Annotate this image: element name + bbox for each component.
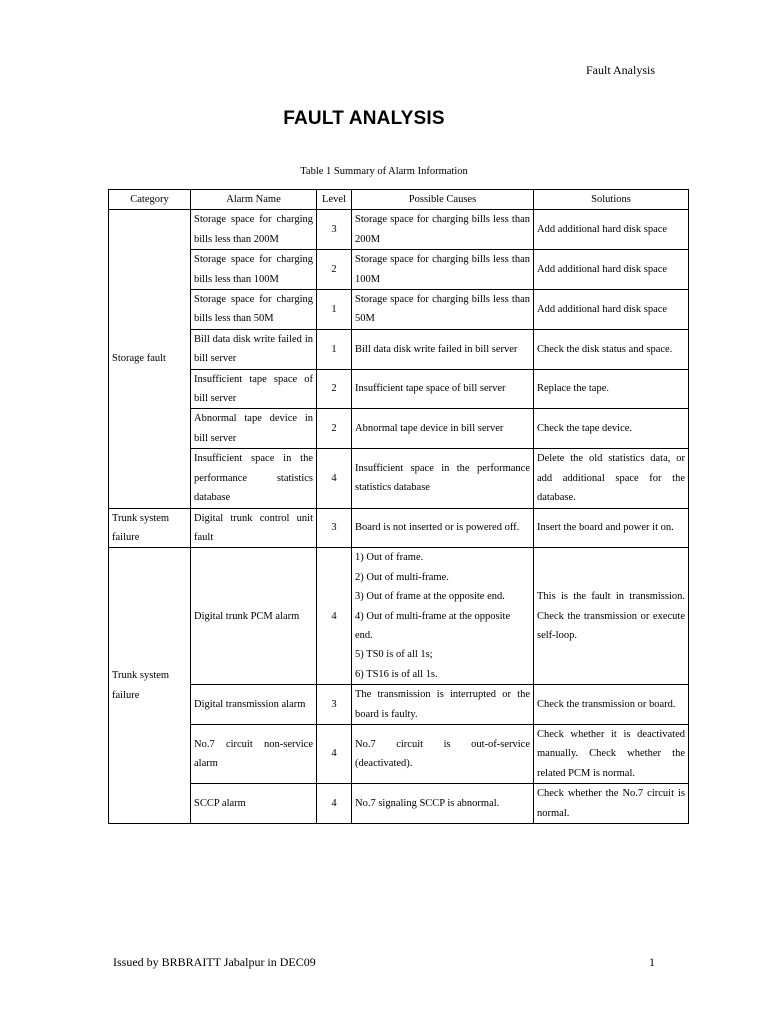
alarm-name-cell: Storage space for charging bills less than 200M <box>191 210 317 250</box>
cause-list-item: 6) TS16 is of all 1s. <box>355 668 438 680</box>
solution-cell: Add additional hard disk space <box>534 290 689 330</box>
level-cell: 2 <box>317 369 352 409</box>
page-title: FAULT ANALYSIS <box>283 108 445 129</box>
solution-cell: Replace the tape. <box>534 369 689 409</box>
cause-cell: No.7 circuit is out-of-service (deactivated). <box>352 724 534 783</box>
table-row <box>109 784 689 824</box>
footer-issued-by: Issued by BRBRAITT Jabalpur in DEC09 <box>113 955 316 969</box>
alarm-name-cell: Bill data disk write failed in bill server <box>191 329 317 369</box>
table-row <box>109 508 689 548</box>
running-header: Fault Analysis <box>585 63 655 77</box>
cause-list-item: 4) Out of multi-frame at the opposite end. <box>355 610 511 641</box>
alarm-name-cell: Digital transmission alarm <box>191 685 317 725</box>
alarm-summary-table <box>108 189 689 824</box>
solution-cell: Insert the board and power it on. <box>534 508 689 548</box>
column-header-possible-causes: Possible Causes <box>352 190 534 210</box>
solution-cell: Check whether it is deactivated manually. Check whether the related PCM is normal. <box>534 724 689 783</box>
alarm-name-cell: Abnormal tape device in bill server <box>191 409 317 449</box>
table-row <box>109 210 689 250</box>
solution-cell: Delete the old statistics data, or add additional space for the database. <box>534 449 689 508</box>
cause-list-item: 2) Out of multi-frame. <box>355 571 449 583</box>
table-row <box>109 290 689 330</box>
page-number: 1 <box>649 955 655 969</box>
alarm-name-cell: Insufficient tape space of bill server <box>191 369 317 409</box>
column-header-category: Category <box>109 190 191 210</box>
level-cell: 3 <box>317 508 352 548</box>
category-cell: Trunk system failure <box>109 548 191 824</box>
alarm-name-cell: No.7 circuit non-service alarm <box>191 724 317 783</box>
level-cell: 3 <box>317 685 352 725</box>
column-header-solutions: Solutions <box>534 190 689 210</box>
cause-cell: Storage space for charging bills less than 50M <box>352 290 534 330</box>
solution-cell: Check the transmission or board. <box>534 685 689 725</box>
table-row <box>109 250 689 290</box>
level-cell: 4 <box>317 449 352 508</box>
level-cell: 4 <box>317 548 352 685</box>
cause-cell: Insufficient tape space of bill server <box>352 369 534 409</box>
cause-cell: Storage space for charging bills less than 200M <box>352 210 534 250</box>
column-header-level: Level <box>317 190 352 210</box>
category-cell: Storage fault <box>109 210 191 508</box>
solution-cell: Add additional hard disk space <box>534 210 689 250</box>
alarm-name-cell: Storage space for charging bills less than 50M <box>191 290 317 330</box>
cause-cell: Storage space for charging bills less than 100M <box>352 250 534 290</box>
level-cell: 2 <box>317 250 352 290</box>
cause-cell: Abnormal tape device in bill server <box>352 409 534 449</box>
table-row <box>109 449 689 508</box>
table-row <box>109 548 689 685</box>
solution-cell: Add additional hard disk space <box>534 250 689 290</box>
cause-list-item: 5) TS0 is of all 1s; <box>355 649 433 661</box>
level-cell: 3 <box>317 210 352 250</box>
cause-cell: Insufficient space in the performance statistics database <box>352 449 534 508</box>
table-row <box>109 329 689 369</box>
alarm-name-cell: Storage space for charging bills less than 100M <box>191 250 317 290</box>
level-cell: 1 <box>317 290 352 330</box>
cause-cell: Bill data disk write failed in bill server <box>352 329 534 369</box>
solution-cell: Check whether the No.7 circuit is normal. <box>534 784 689 824</box>
cause-list-item: 3) Out of frame at the opposite end. <box>355 591 505 603</box>
cause-cell: The transmission is interrupted or the board is faulty. <box>352 685 534 725</box>
cause-cell: Board is not inserted or is powered off. <box>352 508 534 548</box>
alarm-name-cell: Digital trunk control unit fault <box>191 508 317 548</box>
solution-cell: Check the disk status and space. <box>534 329 689 369</box>
category-cell: Trunk system failure <box>109 508 191 548</box>
alarm-name-cell: Digital trunk PCM alarm <box>191 548 317 685</box>
cause-cell: No.7 signaling SCCP is abnormal. <box>352 784 534 824</box>
table-row <box>109 409 689 449</box>
level-cell: 4 <box>317 784 352 824</box>
level-cell: 2 <box>317 409 352 449</box>
solution-cell: This is the fault in transmission. Check the transmission or execute self-loop. <box>534 548 689 685</box>
level-cell: 4 <box>317 724 352 783</box>
alarm-name-cell: SCCP alarm <box>191 784 317 824</box>
table-row <box>109 685 689 725</box>
column-header-alarm-name: Alarm Name <box>191 190 317 210</box>
level-cell: 1 <box>317 329 352 369</box>
alarm-name-cell: Insufficient space in the performance statistics database <box>191 449 317 508</box>
table-header-row <box>109 190 689 210</box>
table-row <box>109 724 689 783</box>
table-row <box>109 369 689 409</box>
cause-cell <box>352 548 534 685</box>
table-caption: Table 1 Summary of Alarm Information <box>300 166 468 177</box>
cause-list-item: 1) Out of frame. <box>355 552 424 564</box>
solution-cell: Check the tape device. <box>534 409 689 449</box>
